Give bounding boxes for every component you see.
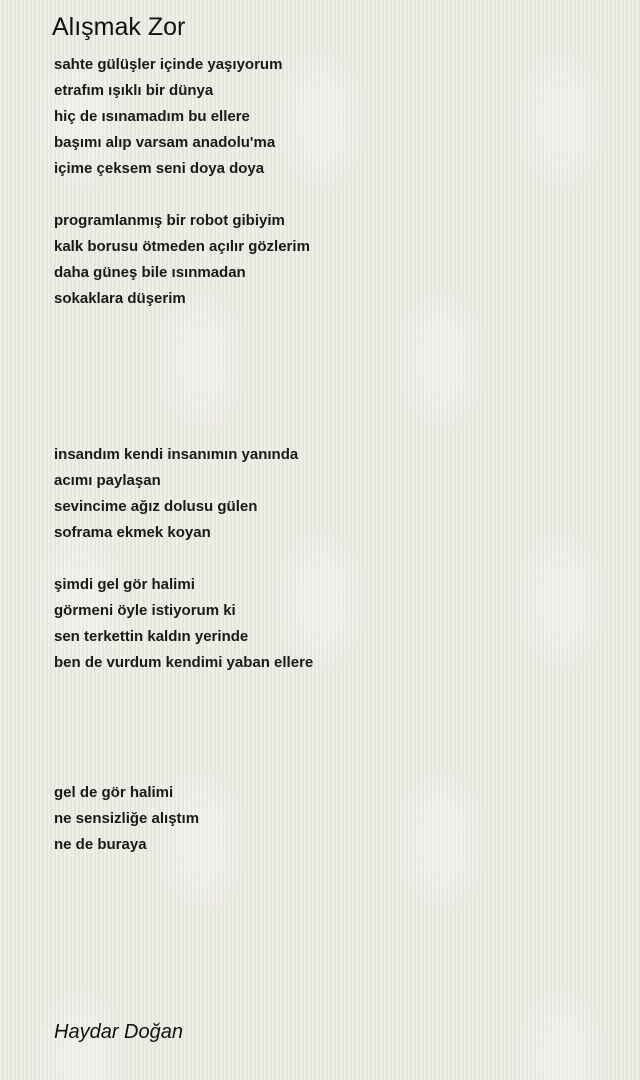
stanza-break	[54, 676, 614, 702]
stanza-break	[54, 546, 614, 572]
poem-line: başımı alıp varsam anadolu'ma	[54, 134, 276, 151]
poem-line: daha güneş bile ısınmadan	[54, 264, 246, 281]
stanza-break	[54, 338, 614, 364]
poem-line: ne sensizliğe alıştım	[54, 810, 200, 827]
stanza-break	[54, 364, 614, 390]
poem-line: kalk borusu ötmeden açılır gözlerim	[54, 238, 310, 255]
poem-line: sokaklara düşerim	[54, 290, 186, 307]
stanza-break	[54, 390, 614, 416]
poem-line: programlanmış bir robot gibiyim	[54, 212, 285, 229]
poem-line: görmeni öyle istiyorum ki	[54, 602, 236, 619]
poem-line: insandım kendi insanımın yanında	[54, 446, 299, 463]
poem-line: acımı paylaşan	[54, 472, 161, 489]
poem-body	[54, 52, 614, 858]
poem-author: Haydar Doğan	[54, 1021, 183, 1043]
stanza-break	[54, 702, 614, 728]
poem-line: şimdi gel gör halimi	[54, 576, 195, 593]
poem-line: sahte gülüşler içinde yaşıyorum	[54, 56, 283, 73]
poem-line: hiç de ısınamadım bu ellere	[54, 108, 250, 125]
poem-line: ne de buraya	[54, 836, 147, 853]
poem-line: ben de vurdum kendimi yaban ellere	[54, 654, 314, 671]
poem-line: sevincime ağız dolusu gülen	[54, 498, 258, 515]
poem-line: soframa ekmek koyan	[54, 524, 211, 541]
stanza-break	[54, 312, 614, 338]
poem-line: içime çeksem seni doya doya	[54, 160, 265, 177]
poem-line: gel de gör halimi	[54, 784, 174, 801]
poem-line: etrafım ışıklı bir dünya	[54, 82, 214, 99]
stanza-break	[54, 754, 614, 780]
poem-title: Alışmak Zor	[52, 13, 186, 41]
poem-line: sen terkettin kaldın yerinde	[54, 628, 249, 645]
stanza-break	[54, 416, 614, 442]
stanza-break	[54, 182, 614, 208]
stanza-break	[54, 728, 614, 754]
